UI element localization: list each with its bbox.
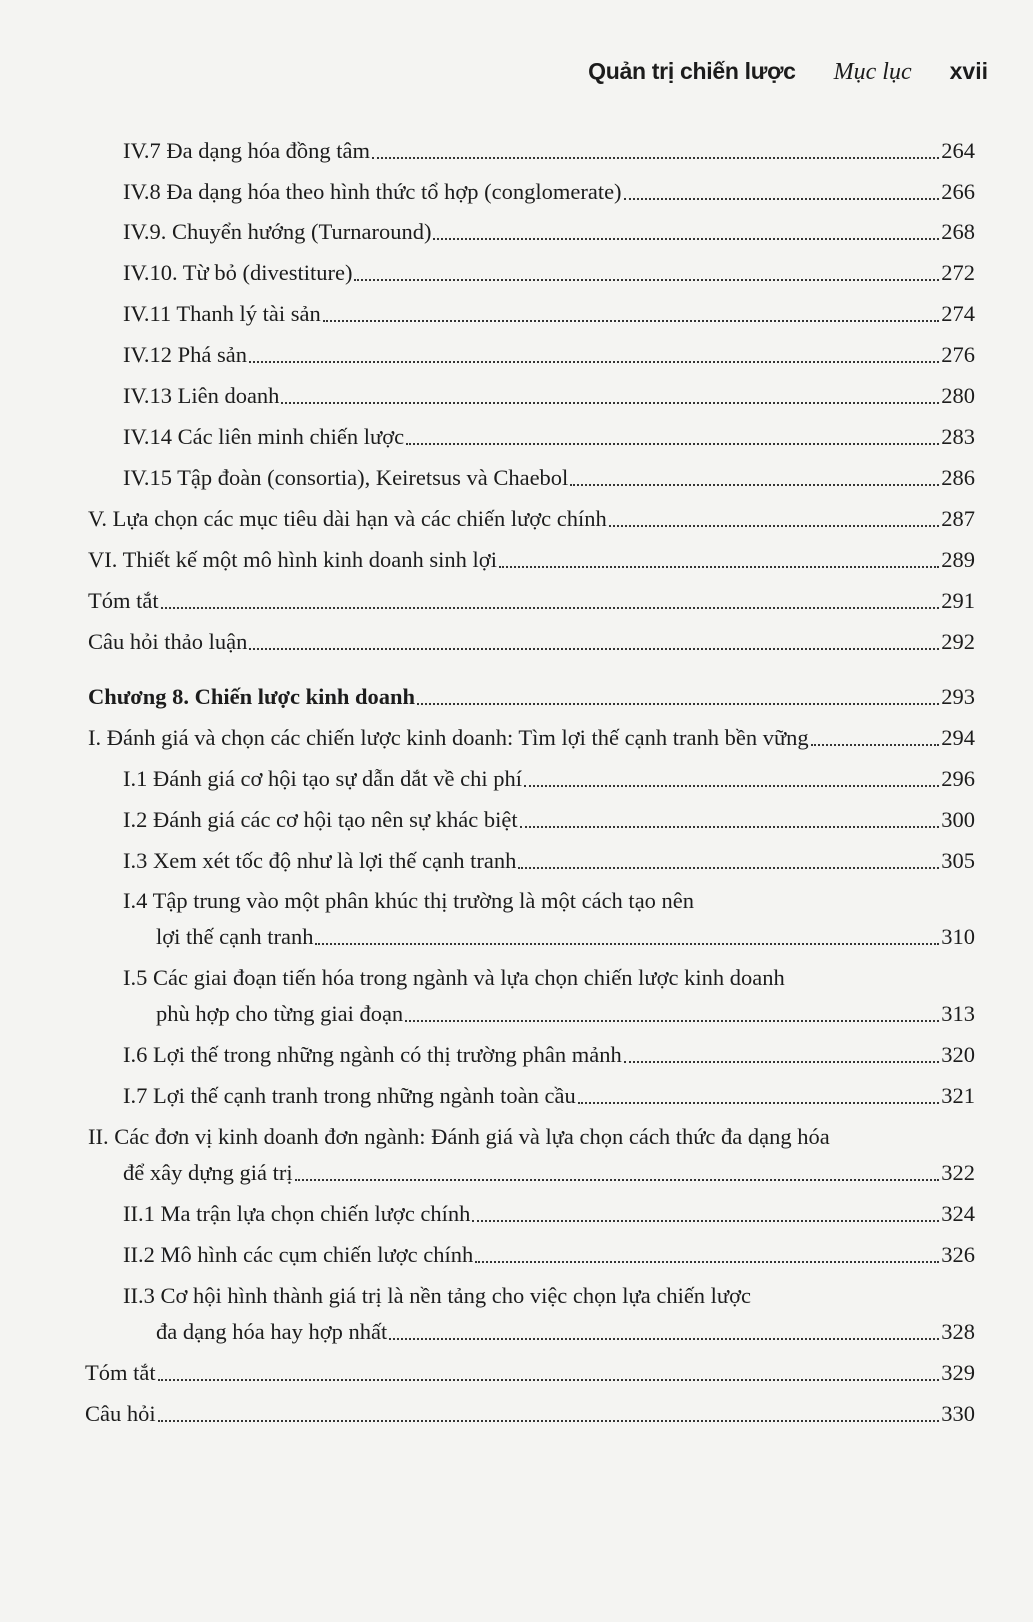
toc-entry-title: IV.11 Thanh lý tài sản <box>123 301 321 326</box>
toc-entry-title: II.2 Mô hình các cụm chiến lược chính <box>123 1242 474 1267</box>
toc-entry <box>156 999 975 1029</box>
toc-entry-title: II. Các đơn vị kinh doanh đơn ngành: Đánh giá và lựa chọn cách thức đa dạng hóa <box>88 1124 830 1149</box>
toc-entry-page: 329 <box>941 1360 975 1385</box>
toc-entry <box>123 136 975 166</box>
leader-dots <box>158 1378 940 1381</box>
book-title: Quản trị chiến lược <box>588 58 796 84</box>
leader-dots <box>295 1178 940 1181</box>
leader-dots <box>406 442 939 445</box>
leader-dots <box>249 360 939 363</box>
toc-entry-page: 296 <box>941 766 975 791</box>
toc-entry-page: 300 <box>941 807 975 832</box>
toc-entry <box>85 1358 975 1388</box>
leader-dots <box>578 1101 940 1104</box>
toc-entry-title: IV.14 Các liên minh chiến lược <box>123 424 405 449</box>
toc-entry-page: 268 <box>941 219 975 244</box>
toc-entry-page: 274 <box>941 301 975 326</box>
toc-entry-title: IV.13 Liên doanh <box>123 383 280 408</box>
leader-dots <box>624 1060 940 1063</box>
toc-entry <box>123 381 975 411</box>
toc-entry-title: II.1 Ma trận lựa chọn chiến lược chính <box>123 1201 471 1226</box>
toc-entry <box>123 463 975 493</box>
toc-entry-page: 294 <box>941 725 975 750</box>
toc-entry-title: IV.7 Đa dạng hóa đồng tâm <box>123 138 371 163</box>
leader-dots <box>281 401 939 404</box>
toc-entry <box>123 1040 975 1070</box>
toc-entry <box>123 764 975 794</box>
toc-entry-page: 292 <box>941 629 975 654</box>
leader-dots <box>158 1419 940 1422</box>
toc-entry-page: 280 <box>941 383 975 408</box>
toc-entry <box>123 805 975 835</box>
toc-entry-page: 289 <box>941 547 975 572</box>
toc-entry-line <box>123 1281 975 1311</box>
leader-dots <box>405 1019 939 1022</box>
toc-entry-title: IV.12 Phá sản <box>123 342 247 367</box>
toc-entry-title: VI. Thiết kế một mô hình kinh doanh sinh lợi <box>88 547 497 572</box>
toc-entry-page: 321 <box>941 1083 975 1108</box>
toc-entry <box>156 922 975 952</box>
toc-entry <box>88 586 975 616</box>
toc-entry-title: IV.10. Từ bỏ (divestiture) <box>123 260 353 285</box>
toc-entry <box>156 1317 975 1347</box>
leader-dots <box>472 1219 939 1222</box>
leader-dots <box>249 647 939 650</box>
toc-entry <box>123 1199 975 1229</box>
toc-entry-page: 264 <box>941 138 975 163</box>
toc-entry-page: 328 <box>941 1319 975 1344</box>
toc-entry-title: IV.9. Chuyển hướng (Turnaround) <box>123 219 432 244</box>
toc-entry-title: I.5 Các giai đoạn tiến hóa trong ngành và lựa chọn chiến lược kinh doanh <box>123 965 785 990</box>
toc-entry-page: 293 <box>941 684 975 709</box>
toc-entry-page: 322 <box>941 1160 975 1185</box>
toc-entry-page: 313 <box>941 1001 975 1026</box>
leader-dots <box>161 606 940 609</box>
toc-entry-title: I.3 Xem xét tốc độ như là lợi thế cạnh tranh <box>123 848 517 873</box>
toc-entry-line <box>88 1122 975 1152</box>
page-number: xvii <box>949 58 988 84</box>
leader-dots <box>417 702 939 705</box>
toc-entry-title: Câu hỏi <box>85 1401 156 1426</box>
toc-entry <box>123 846 975 876</box>
toc-entry-line <box>123 886 975 916</box>
toc-entry-page: 283 <box>941 424 975 449</box>
toc-entry <box>88 545 975 575</box>
toc-entry <box>85 1399 975 1429</box>
toc-entry <box>123 299 975 329</box>
leader-dots <box>609 524 939 527</box>
toc-entry <box>123 340 975 370</box>
toc-entry-title: Tóm tắt <box>85 1360 156 1385</box>
toc-entry-page: 266 <box>941 179 975 204</box>
toc-entry <box>123 217 975 247</box>
toc-entry-title: I.1 Đánh giá cơ hội tạo sự dẫn dắt về chi phí <box>123 766 522 791</box>
leader-dots <box>323 319 940 322</box>
toc-entry-title: I. Đánh giá và chọn các chiến lược kinh doanh: Tìm lợi thế cạnh tranh bền vững <box>88 725 809 750</box>
toc-entry-page: 310 <box>941 924 975 949</box>
leader-dots <box>518 866 939 869</box>
leader-dots <box>524 784 939 787</box>
leader-dots <box>389 1337 939 1340</box>
toc-entry-page: 324 <box>941 1201 975 1226</box>
toc-entry <box>123 177 975 207</box>
toc-entry-title: Tóm tắt <box>88 588 159 613</box>
toc-entry-page: 305 <box>941 848 975 873</box>
section-title: Mục lục <box>833 59 912 85</box>
toc-entry-title: IV.8 Đa dạng hóa theo hình thức tổ hợp (conglomerate) <box>123 179 622 204</box>
toc-entry-page: 287 <box>941 506 975 531</box>
toc-entry-title: V. Lựa chọn các mục tiêu dài hạn và các chiến lược chính <box>88 506 607 531</box>
toc-entry-page: 286 <box>941 465 975 490</box>
leader-dots <box>570 483 939 486</box>
leader-dots <box>354 278 939 281</box>
toc-chapter-heading <box>88 682 975 712</box>
toc-entry-title: đa dạng hóa hay hợp nhất <box>156 1319 388 1344</box>
toc-entry-title: I.6 Lợi thế trong những ngành có thị trường phân mảnh <box>123 1042 622 1067</box>
toc-entry-title: IV.15 Tập đoàn (consortia), Keiretsus và Chaebol <box>123 465 569 490</box>
leader-dots <box>624 197 940 200</box>
toc-entry <box>123 1240 975 1270</box>
toc-entry-page: 291 <box>941 588 975 613</box>
toc-entry-title: phù hợp cho từng giai đoạn <box>156 1001 404 1026</box>
toc-entry-title: Chương 8. Chiến lược kinh doanh <box>88 684 416 709</box>
toc-entry-line <box>123 963 975 993</box>
toc-entry <box>88 627 975 657</box>
toc-entry <box>88 504 975 534</box>
leader-dots <box>433 237 939 240</box>
toc-entry <box>123 1158 975 1188</box>
toc-entry-title: I.7 Lợi thế cạnh tranh trong những ngành toàn cầu <box>123 1083 576 1108</box>
toc-entry <box>123 422 975 452</box>
toc-entry-page: 320 <box>941 1042 975 1067</box>
leader-dots <box>315 942 939 945</box>
toc-entry-title: để xây dựng giá trị <box>123 1160 293 1185</box>
toc-entry-title: I.2 Đánh giá các cơ hội tạo nên sự khác biệt <box>123 807 518 832</box>
leader-dots <box>520 825 940 828</box>
toc-entry <box>88 723 975 753</box>
leader-dots <box>372 156 939 159</box>
leader-dots <box>475 1260 939 1263</box>
toc-entry <box>123 258 975 288</box>
toc-entry-page: 330 <box>941 1401 975 1426</box>
toc-entry-page: 276 <box>941 342 975 367</box>
leader-dots <box>499 565 939 568</box>
toc-entry-page: 326 <box>941 1242 975 1267</box>
toc-entry-title: Câu hỏi thảo luận <box>88 629 248 654</box>
toc-entry-title: II.3 Cơ hội hình thành giá trị là nền tảng cho việc chọn lựa chiến lược <box>123 1283 752 1308</box>
toc-entry-page: 272 <box>941 260 975 285</box>
leader-dots <box>811 743 940 746</box>
toc-entry-title: I.4 Tập trung vào một phân khúc thị trường là một cách tạo nên <box>123 888 695 913</box>
toc-entry <box>123 1081 975 1111</box>
toc-entry-title: lợi thế cạnh tranh <box>156 924 314 949</box>
